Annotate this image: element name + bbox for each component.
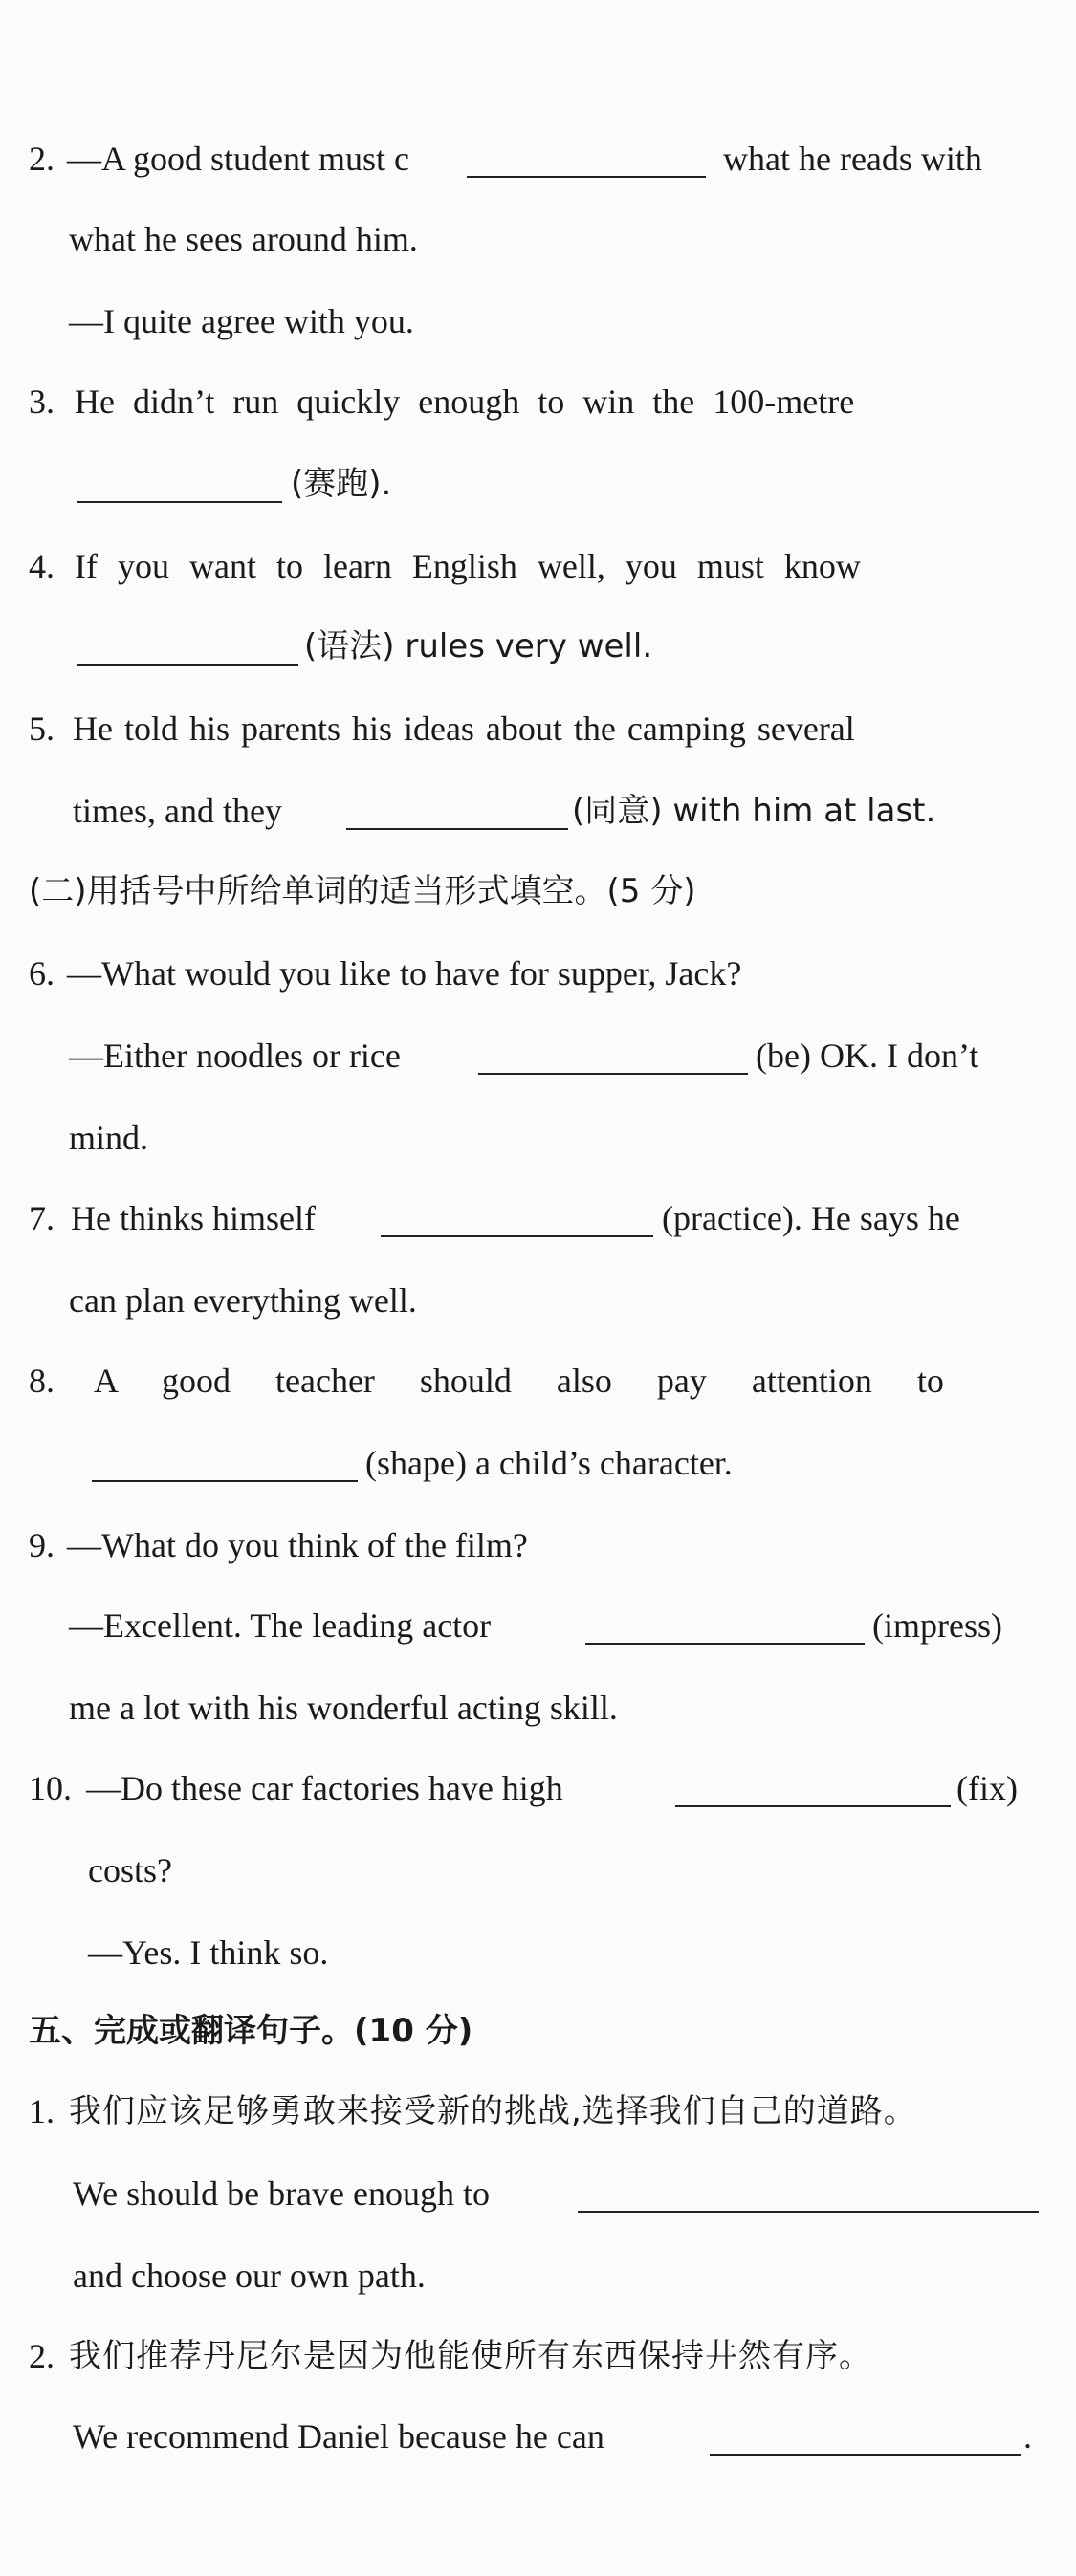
q9-text-3: me a lot with his wonderful acting skill. bbox=[69, 1689, 618, 1727]
q9-text-2b: (impress) bbox=[872, 1606, 1002, 1645]
q6-text-2a: —Either noodles or rice bbox=[69, 1037, 401, 1075]
q9-text-2a: —Excellent. The leading actor bbox=[69, 1606, 492, 1645]
q7-number: 7. bbox=[29, 1199, 55, 1237]
q3-answer-blank[interactable] bbox=[77, 501, 282, 503]
q5-text-2: times, and they bbox=[73, 792, 282, 830]
q8-text: A good teacher should also pay attention to bbox=[94, 1362, 944, 1400]
q6-text-2b: (be) OK. I don’t bbox=[756, 1037, 979, 1075]
q8-answer-blank[interactable] bbox=[92, 1480, 358, 1482]
t2-period: . bbox=[1023, 2417, 1032, 2456]
q5-number: 5. bbox=[29, 709, 55, 748]
q10-answer-blank[interactable] bbox=[675, 1805, 951, 1807]
q3-hint: (赛跑). bbox=[291, 465, 392, 503]
q10-text-3: —Yes. I think so. bbox=[88, 1933, 329, 1972]
q5-hint: (同意) with him at last. bbox=[572, 792, 936, 830]
q3-number: 3. bbox=[29, 382, 55, 421]
q8-number: 8. bbox=[29, 1362, 55, 1400]
t1-text-b: and choose our own path. bbox=[73, 2257, 426, 2295]
q3-text: He didn’t run quickly enough to win the 100-metre bbox=[75, 382, 855, 421]
q7-text-2: can plan everything well. bbox=[69, 1281, 417, 1320]
q4-number: 4. bbox=[29, 547, 55, 585]
section-2-title: (二)用括号中所给单词的适当形式填空。(5 分) bbox=[29, 872, 696, 910]
q2-text-2: what he sees around him. bbox=[69, 220, 418, 258]
q4-text: If you want to learn English well, you must know bbox=[75, 547, 861, 585]
q2-number: 2. bbox=[29, 140, 55, 178]
q2-text-b: what he reads with bbox=[723, 140, 982, 178]
q9-text: —What do you think of the film? bbox=[67, 1526, 528, 1564]
q2-answer-blank[interactable] bbox=[467, 176, 706, 178]
q7-text-a: He thinks himself bbox=[71, 1199, 316, 1237]
q10-text-b: (fix) bbox=[956, 1769, 1018, 1807]
q9-answer-blank[interactable] bbox=[585, 1643, 865, 1645]
q6-text-3: mind. bbox=[69, 1119, 149, 1157]
q4-hint: (语法) rules very well. bbox=[304, 627, 653, 666]
q4-answer-blank[interactable] bbox=[77, 664, 298, 666]
t1-answer-blank[interactable] bbox=[578, 2211, 1039, 2213]
q10-text-a: —Do these car factories have high bbox=[86, 1769, 563, 1807]
q10-number: 10. bbox=[29, 1769, 72, 1807]
q5-answer-blank[interactable] bbox=[346, 828, 568, 830]
t2-answer-blank[interactable] bbox=[710, 2454, 1021, 2456]
q7-text-b: (practice). He says he bbox=[662, 1199, 960, 1237]
q2-text-3: —I quite agree with you. bbox=[69, 302, 414, 340]
t1-chinese: 我们应该足够勇敢来接受新的挑战,选择我们自己的道路。 bbox=[69, 2092, 917, 2130]
q6-text: —What would you like to have for supper, Jack? bbox=[67, 954, 742, 993]
t2-number: 2. bbox=[29, 2337, 55, 2375]
q6-number: 6. bbox=[29, 954, 55, 993]
section-5-title: 五、完成或翻译句子。(10 分) bbox=[29, 2012, 473, 2050]
t2-chinese: 我们推荐丹尼尔是因为他能使所有东西保持井然有序。 bbox=[69, 2337, 872, 2375]
t1-text-a: We should be brave enough to bbox=[73, 2174, 490, 2213]
q10-text-2: costs? bbox=[88, 1851, 172, 1889]
t1-number: 1. bbox=[29, 2092, 55, 2130]
q8-hint: (shape) a child’s character. bbox=[365, 1444, 733, 1482]
q5-text: He told his parents his ideas about the camping several bbox=[73, 709, 855, 748]
t2-text-a: We recommend Daniel because he can bbox=[73, 2417, 604, 2456]
q9-number: 9. bbox=[29, 1526, 55, 1564]
q6-answer-blank[interactable] bbox=[478, 1073, 748, 1075]
q2-text-a: —A good student must c bbox=[67, 140, 409, 178]
q7-answer-blank[interactable] bbox=[381, 1235, 653, 1237]
